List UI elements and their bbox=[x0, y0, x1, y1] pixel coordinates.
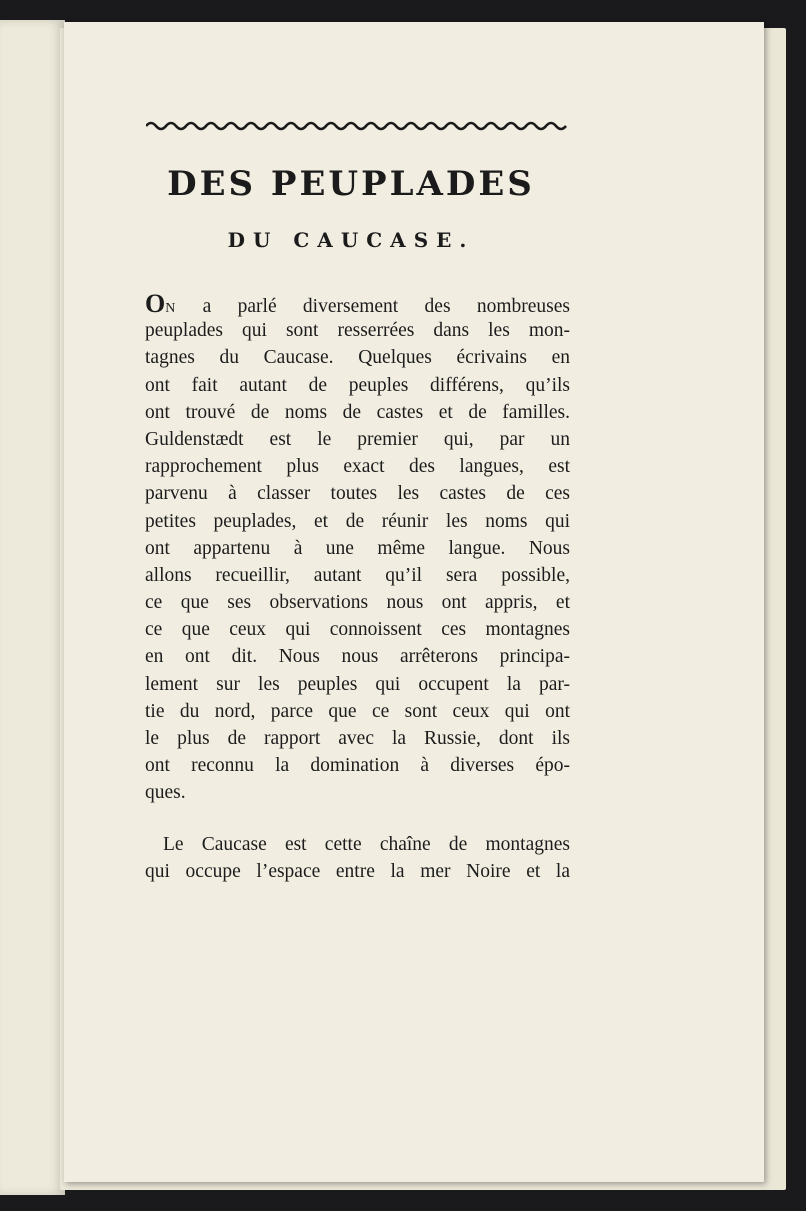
page-title: DES PEUPLADES bbox=[167, 164, 535, 204]
paragraph-2 bbox=[145, 831, 570, 885]
text-line: petites peuplades, et de réunir les noms qui bbox=[145, 510, 570, 532]
text-line: ont appartenu à une même langue. Nous bbox=[145, 537, 570, 559]
text-line: ont fait autant de peuples différens, qu’ils bbox=[145, 374, 570, 396]
text-line: parvenu à classer toutes les castes de ces bbox=[145, 483, 570, 505]
small-caps: N bbox=[165, 301, 177, 316]
text-line: peuplades qui sont resserrées dans les mon- bbox=[145, 320, 570, 342]
text-line: lement sur les peuples qui occupent la par- bbox=[145, 673, 570, 695]
text-line: en ont dit. Nous nous arrêterons principa- bbox=[145, 646, 570, 668]
drop-cap: O bbox=[145, 289, 166, 318]
text-line-last: ques. bbox=[145, 782, 186, 804]
text-line: ce que ses observations nous ont appris, et bbox=[145, 592, 570, 614]
text-line: ont trouvé de noms de castes et de familles. bbox=[145, 401, 570, 423]
text-line: rapprochement plus exact des langues, est bbox=[145, 456, 570, 478]
page-subtitle: DU CAUCASE. bbox=[227, 228, 475, 252]
text-line: allons recueillir, autant qu’il sera possible, bbox=[145, 564, 570, 586]
rule-wave-icon bbox=[146, 118, 572, 134]
text-line-1-rest: a parlé diversement des nombreuses bbox=[176, 296, 570, 317]
text-line: ont reconnu la domination à diverses épo- bbox=[145, 755, 570, 777]
text-line: le plus de rapport avec la Russie, dont ils bbox=[145, 728, 570, 749]
text-line: Le Caucase est cette chaîne de montagnes bbox=[163, 833, 570, 855]
left-page-edge bbox=[0, 20, 65, 1195]
text-line: Guldenstædt est le premier qui, par un bbox=[145, 428, 570, 450]
body-text bbox=[145, 290, 570, 885]
text-line: tie du nord, parce que ce sont ceux qui ont bbox=[145, 700, 570, 722]
text-line: tagnes du Caucase. Quelques écrivains en bbox=[145, 347, 570, 369]
text-line-1 bbox=[145, 290, 570, 317]
text-line: qui occupe l’espace entre la mer Noire et la bbox=[145, 860, 570, 882]
text-line: ce que ceux qui connoissent ces montagnes bbox=[145, 619, 570, 641]
